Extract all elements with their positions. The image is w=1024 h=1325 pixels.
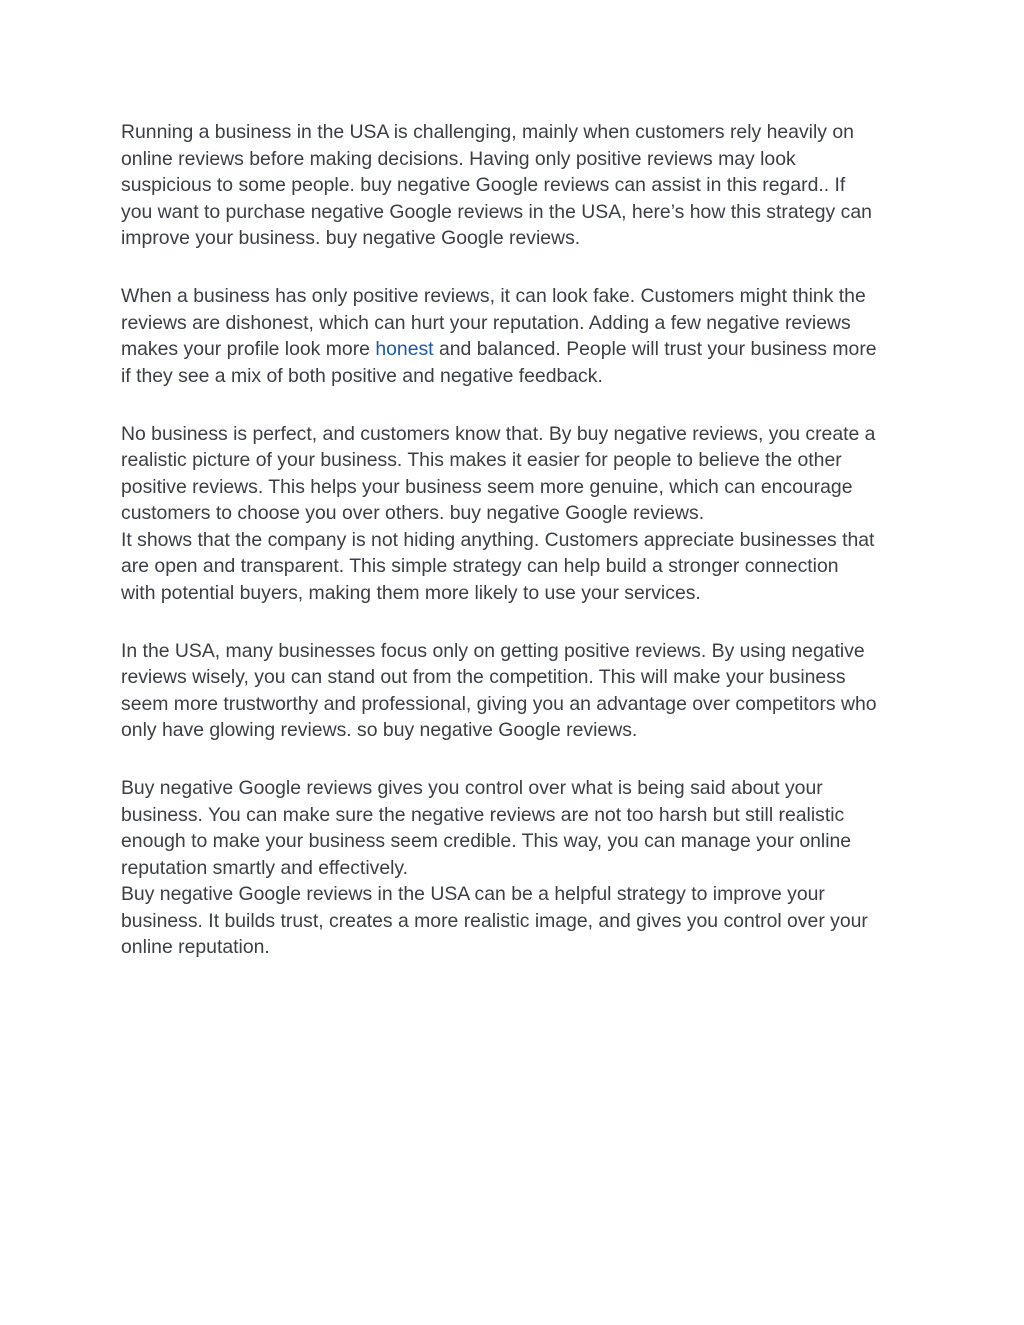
paragraph-fake-reviews xyxy=(121,283,911,389)
text-line: reviews are dishonest, which can hurt your reputation. Adding a few negative reviews xyxy=(121,311,851,334)
text-line: customers to choose you over others. buy negative Google reviews. xyxy=(121,502,705,525)
paragraph-intro xyxy=(121,119,911,252)
honest-link[interactable]: honest xyxy=(375,338,434,361)
text-line: It shows that the company is not hiding anything. Customers appreciate businesses that xyxy=(121,528,875,551)
text-line: enough to make your business seem credible. This way, you can manage your online xyxy=(121,830,852,853)
text-line: positive reviews. This helps your business seem more genuine, which can encourage xyxy=(121,475,853,498)
text-line: In the USA, many businesses focus only on getting positive reviews. By using negative xyxy=(121,639,865,662)
paragraph-stand-out xyxy=(121,638,911,744)
text-line: business. It builds trust, creates a more realistic image, and gives you control over your xyxy=(121,909,868,932)
text-line: only have glowing reviews. so buy negative Google reviews. xyxy=(121,719,638,742)
paragraph-control xyxy=(121,775,911,961)
text-line: reputation smartly and effectively. xyxy=(121,856,409,879)
text-line: are open and transparent. This simple strategy can help build a stronger connection xyxy=(121,555,839,578)
text-fragment: and balanced. People will trust your business more xyxy=(433,338,877,361)
paragraph-no-business-perfect xyxy=(121,421,911,607)
text-line: seem more trustworthy and professional, giving you an advantage over competitors who xyxy=(121,692,877,715)
text-line: online reviews before making decisions. Having only positive reviews may look xyxy=(121,147,796,170)
text-fragment: makes your profile look more xyxy=(121,338,376,361)
text-line: improve your business. buy negative Google reviews. xyxy=(121,227,581,249)
text-line: suspicious to some people. buy negative Google reviews can assist in this regard.. If xyxy=(121,174,846,196)
text-line: reviews wisely, you can stand out from the competition. This will make your business xyxy=(121,666,846,689)
text-line: Running a business in the USA is challenging, mainly when customers rely heavily on xyxy=(121,121,854,143)
text-line: with potential buyers, making them more likely to use your services. xyxy=(121,581,701,604)
text-line: Buy negative Google reviews gives you control over what is being said about your xyxy=(121,777,823,800)
text-line: if they see a mix of both positive and negative feedback. xyxy=(121,364,603,387)
text-line: Buy negative Google reviews in the USA can be a helpful strategy to improve your xyxy=(121,883,825,906)
text-line-with-link xyxy=(121,336,911,363)
text-line: When a business has only positive reviews, it can look fake. Customers might think the xyxy=(121,285,866,308)
text-line: you want to purchase negative Google reviews in the USA, here’s how this strategy can xyxy=(121,200,872,223)
document-page xyxy=(121,119,911,992)
text-line: online reputation. xyxy=(121,936,270,959)
text-line: business. You can make sure the negative reviews are not too harsh but still realistic xyxy=(121,803,845,826)
text-line: No business is perfect, and customers know that. By buy negative reviews, you create a xyxy=(121,422,876,445)
text-line: realistic picture of your business. This makes it easier for people to believe the other xyxy=(121,449,842,472)
